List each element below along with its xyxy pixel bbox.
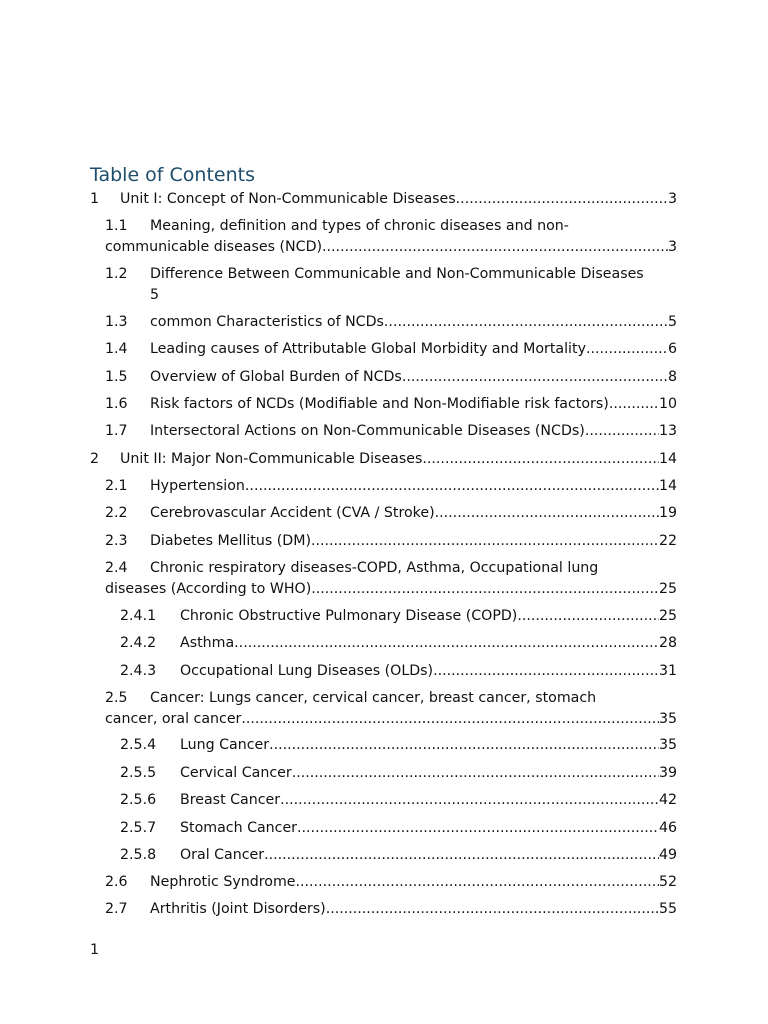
toc-entry-text: Intersectoral Actions on Non-Communicable Diseases (NCDs) <box>150 423 585 439</box>
toc-entry[interactable] <box>0 872 768 893</box>
toc-entry[interactable] <box>0 421 768 442</box>
leader-dots <box>433 661 659 682</box>
toc-entry-text: Stomach Cancer <box>180 820 298 836</box>
toc-entry-text: Cervical Cancer <box>180 765 292 781</box>
toc-entry-text: Unit I: Concept of Non-Communicable Diseases <box>120 191 456 207</box>
toc-entry-page: 39 <box>658 765 677 781</box>
toc-entry[interactable] <box>0 189 768 210</box>
toc-entry[interactable] <box>0 688 768 730</box>
leader-dots <box>296 872 659 893</box>
toc-entry[interactable] <box>0 503 768 524</box>
leader-dots <box>311 531 659 552</box>
toc-entry-page: 35 <box>658 737 677 753</box>
toc-entry[interactable] <box>0 763 768 784</box>
leader-dots <box>245 476 659 497</box>
leader-dots <box>402 367 668 388</box>
leader-dots <box>586 339 668 360</box>
leader-dots <box>422 449 659 470</box>
toc-entry-text-continued: communicable diseases (NCD) <box>105 239 323 255</box>
toc-entry-text: Oral Cancer <box>180 847 265 863</box>
toc-entry-page: 46 <box>658 820 677 836</box>
toc-entry-number: 2.4.2 <box>120 635 157 651</box>
toc-entry-text-continued: diseases (According to WHO) <box>105 581 312 597</box>
leader-dots <box>241 709 659 730</box>
page-number: 1 <box>90 942 100 958</box>
toc-entry-page: 3 <box>667 191 677 207</box>
leader-dots <box>326 899 659 920</box>
toc-entry-text: Unit II: Major Non-Communicable Diseases <box>120 451 423 467</box>
toc-entry-number: 1.5 <box>105 369 128 385</box>
toc-entry-number: 2.5.7 <box>120 820 157 836</box>
toc-entry-text: Diabetes Mellitus (DM) <box>150 533 311 549</box>
toc-entry-page: 5 <box>150 287 160 303</box>
toc-entry-page: 19 <box>658 505 677 521</box>
leader-dots <box>264 845 659 866</box>
toc-entry-number: 1 <box>90 191 100 207</box>
toc-entry-page: 10 <box>658 396 677 412</box>
toc-entry-page: 52 <box>658 874 677 890</box>
toc-entry[interactable] <box>0 531 768 552</box>
toc-entry[interactable] <box>0 476 768 497</box>
toc-entry[interactable] <box>0 312 768 333</box>
toc-entry[interactable] <box>0 899 768 920</box>
toc-entry-number: 2.5.5 <box>120 765 157 781</box>
toc-entry-text: Occupational Lung Diseases (OLDs) <box>180 663 434 679</box>
toc-entry-number: 1.7 <box>105 423 128 439</box>
leader-dots <box>585 421 659 442</box>
toc-entry-text: Asthma <box>180 635 235 651</box>
toc-entry[interactable] <box>0 216 768 258</box>
toc-entry[interactable] <box>0 790 768 811</box>
toc-entry-text: Risk factors of NCDs (Modifiable and Non-Modifiable risk factors) <box>150 396 609 412</box>
toc-entry[interactable] <box>0 606 768 627</box>
leader-dots <box>435 503 659 524</box>
leader-dots <box>269 735 659 756</box>
leader-dots <box>384 312 668 333</box>
toc-entry[interactable] <box>0 558 768 600</box>
leader-dots <box>292 763 659 784</box>
toc-entry[interactable] <box>0 367 768 388</box>
toc-entry-number: 1.2 <box>105 266 128 282</box>
toc-entry[interactable] <box>0 394 768 415</box>
toc-entry-page: 13 <box>658 423 677 439</box>
toc-entry[interactable] <box>0 845 768 866</box>
toc-entry-text: Lung Cancer <box>180 737 270 753</box>
toc-entry-text: Nephrotic Syndrome <box>150 874 296 890</box>
toc-entry-text: Chronic Obstructive Pulmonary Disease (COPD) <box>180 608 518 624</box>
toc-entry-page: 42 <box>658 792 677 808</box>
toc-entry-number: 2.4.3 <box>120 663 157 679</box>
toc-entry-number: 2.1 <box>105 478 128 494</box>
toc-entry-page: 5 <box>667 314 677 330</box>
toc-entry-page: 3 <box>667 239 677 255</box>
toc-entry-text: Leading causes of Attributable Global Morbidity and Mortality <box>150 341 586 357</box>
toc-entry-page: 14 <box>658 478 677 494</box>
toc-entry-text: Breast Cancer <box>180 792 281 808</box>
toc-entry-number: 2 <box>90 451 100 467</box>
toc-entry-number: 1.3 <box>105 314 128 330</box>
toc-entry-page: 55 <box>658 901 677 917</box>
toc-entry-number: 2.6 <box>105 874 128 890</box>
leader-dots <box>322 237 668 258</box>
toc-entry-number: 2.7 <box>105 901 128 917</box>
toc-entry[interactable] <box>0 449 768 470</box>
toc-entry[interactable] <box>0 661 768 682</box>
leader-dots <box>517 606 659 627</box>
toc-entry-page: 8 <box>667 369 677 385</box>
toc-entry-number: 2.5.4 <box>120 737 157 753</box>
toc-entry-number: 1.4 <box>105 341 128 357</box>
toc-entry-page: 28 <box>658 635 677 651</box>
leader-dots <box>280 790 659 811</box>
toc-entry[interactable] <box>0 818 768 839</box>
toc-entry-text: Hypertension <box>150 478 245 494</box>
toc-entry-text: Meaning, definition and types of chronic diseases and non- <box>150 218 569 234</box>
toc-entry-page: 6 <box>667 341 677 357</box>
toc-entry-number: 1.6 <box>105 396 128 412</box>
toc-entry-text: Cancer: Lungs cancer, cervical cancer, breast cancer, stomach <box>150 690 597 706</box>
toc-entry-number: 2.5.6 <box>120 792 157 808</box>
toc-entry-number: 2.5.8 <box>120 847 157 863</box>
toc-entry-number: 2.4 <box>105 560 128 576</box>
toc-entry-page: 25 <box>658 581 677 597</box>
toc-entry[interactable] <box>0 633 768 654</box>
toc-entry-text: Difference Between Communicable and Non-Communicable Diseases <box>150 266 644 282</box>
toc-entry-page: 25 <box>658 608 677 624</box>
toc-entry[interactable] <box>0 339 768 360</box>
toc-entry-number: 2.4.1 <box>120 608 157 624</box>
toc-entry-text-continued: cancer, oral cancer <box>105 711 242 727</box>
toc-entry-page: 49 <box>658 847 677 863</box>
toc-entry[interactable] <box>0 264 768 306</box>
toc-entry[interactable] <box>0 735 768 756</box>
toc-entry-page: 14 <box>658 451 677 467</box>
toc-entry-page: 22 <box>658 533 677 549</box>
toc-entry-text: Overview of Global Burden of NCDs <box>150 369 402 385</box>
leader-dots <box>297 818 659 839</box>
toc-entry-number: 2.5 <box>105 690 128 706</box>
toc-entry-number: 2.3 <box>105 533 128 549</box>
toc-entry-number: 1.1 <box>105 218 128 234</box>
toc-title: Table of Contents <box>90 164 255 186</box>
toc-entry-number: 2.2 <box>105 505 128 521</box>
leader-dots <box>311 579 659 600</box>
toc-entry-page: 31 <box>658 663 677 679</box>
toc-entry-text: Cerebrovascular Accident (CVA / Stroke) <box>150 505 435 521</box>
toc-entry-text: Chronic respiratory diseases-COPD, Asthma, Occupational lung <box>150 560 599 576</box>
leader-dots <box>234 633 659 654</box>
toc-entry-page: 35 <box>658 711 677 727</box>
leader-dots <box>609 394 659 415</box>
leader-dots <box>456 189 668 210</box>
toc-entry-text: common Characteristics of NCDs <box>150 314 384 330</box>
toc-entry-text: Arthritis (Joint Disorders) <box>150 901 326 917</box>
